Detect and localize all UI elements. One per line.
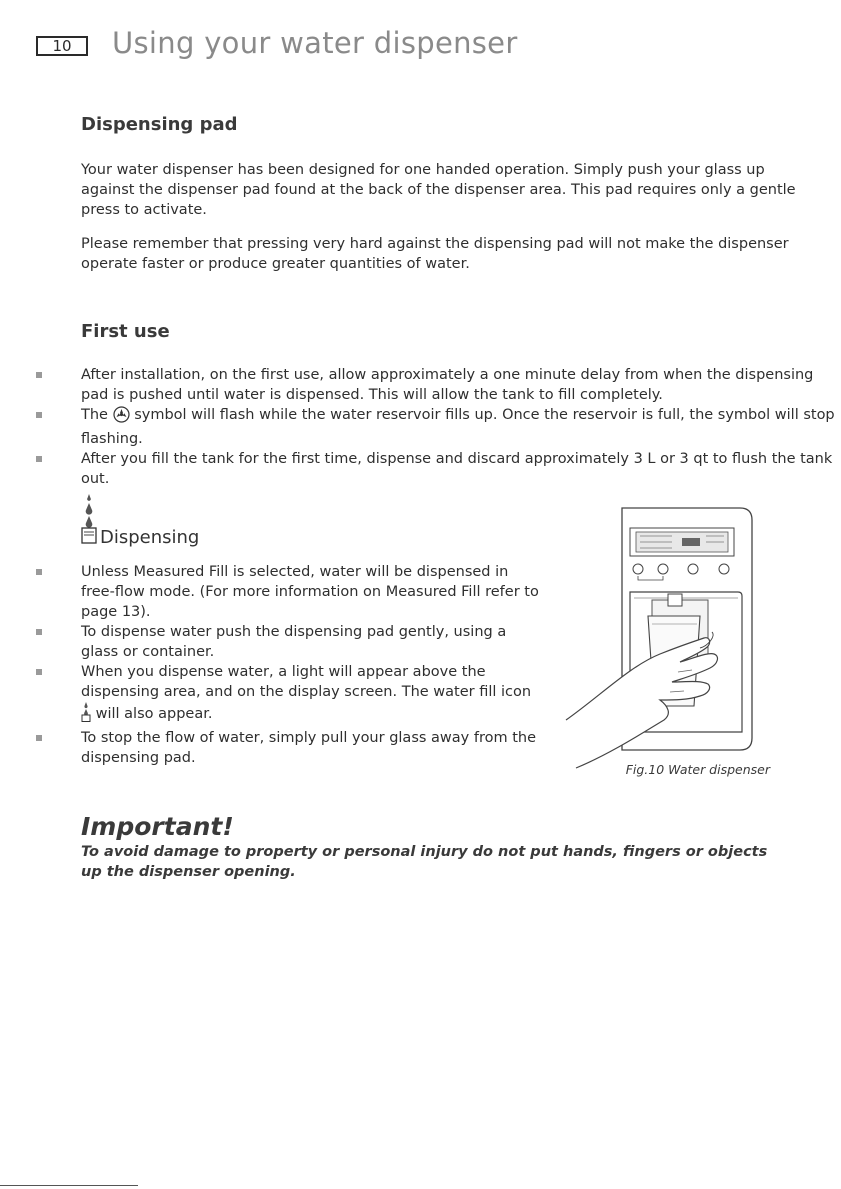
- dispensing-heading: Dispensing: [100, 527, 200, 548]
- dispensing-pad-paragraph-2: Please remember that pressing very hard against the dispensing pad will not make the dispenser operate faster or produce greater quantities of water.: [81, 236, 789, 272]
- bullet-marker: [36, 569, 42, 575]
- list-item: [0, 562, 540, 622]
- water-fill-inline-icon: [81, 702, 91, 728]
- dispensing-list: [0, 562, 540, 768]
- list-item: [0, 449, 841, 489]
- important-title: Important!: [81, 812, 234, 841]
- reservoir-fill-icon: [113, 406, 130, 429]
- list-item: [0, 622, 540, 662]
- first-use-bullet-3: After you fill the tank for the first time, dispense and discard approximately 3 L or 3 qt to flush the tank out.: [81, 451, 833, 487]
- dispensing-bullet-2: To dispense water push the dispensing pad gently, using a glass or container.: [81, 624, 507, 660]
- bullet-marker: [36, 456, 42, 462]
- water-fill-icon: [80, 494, 98, 548]
- important-text: To avoid damage to property or personal injury do not put hands, fingers or objects up the dispenser opening.: [81, 844, 768, 880]
- bullet-marker: [36, 372, 42, 378]
- footer-rule: [0, 1185, 138, 1186]
- dispensing-bullet-1: Unless Measured Fill is selected, water will be dispensed in free-flow mode. (For more information on Measured Fill refer to page 13).: [81, 564, 539, 620]
- list-item: [0, 405, 841, 449]
- figure-caption: Fig.10 Water dispenser: [625, 762, 770, 777]
- bullet-marker: [36, 412, 42, 418]
- first-use-bullet-2-before: The: [81, 407, 108, 423]
- bullet-marker: [36, 669, 42, 675]
- page-title: Using your water dispenser: [112, 26, 518, 60]
- list-item: [0, 365, 841, 405]
- page-number: 10: [36, 36, 88, 56]
- first-use-bullet-1: After installation, on the first use, allow approximately a one minute delay from when the dispensing pad is pushed until water is dispensed. This will allow the tank to fill completely.: [81, 367, 814, 403]
- first-use-list: [0, 365, 841, 489]
- dispensing-pad-paragraph-1: Your water dispenser has been designed for one handed operation. Simply push your glass up against the dispenser pad found at the back of the dispenser area. This pad requires only a gentle press to activate.: [81, 162, 796, 218]
- water-dispenser-illustration: [560, 506, 760, 806]
- dispensing-pad-heading: Dispensing pad: [81, 114, 238, 135]
- bullet-marker: [36, 735, 42, 741]
- list-item: [0, 728, 540, 768]
- dispensing-bullet-4: To stop the flow of water, simply pull your glass away from the dispensing pad.: [81, 730, 537, 766]
- first-use-bullet-2-after: symbol will flash while the water reservoir fills up. Once the reservoir is full, the symbol will stop flashing.: [81, 407, 835, 447]
- list-item: [0, 662, 540, 728]
- bullet-marker: [36, 629, 42, 635]
- dispensing-bullet-3-before: When you dispense water, a light will appear above the dispensing area, and on the display screen. The water fill icon: [81, 664, 532, 700]
- first-use-heading: First use: [81, 321, 170, 342]
- dispensing-bullet-3-after: will also appear.: [95, 706, 213, 722]
